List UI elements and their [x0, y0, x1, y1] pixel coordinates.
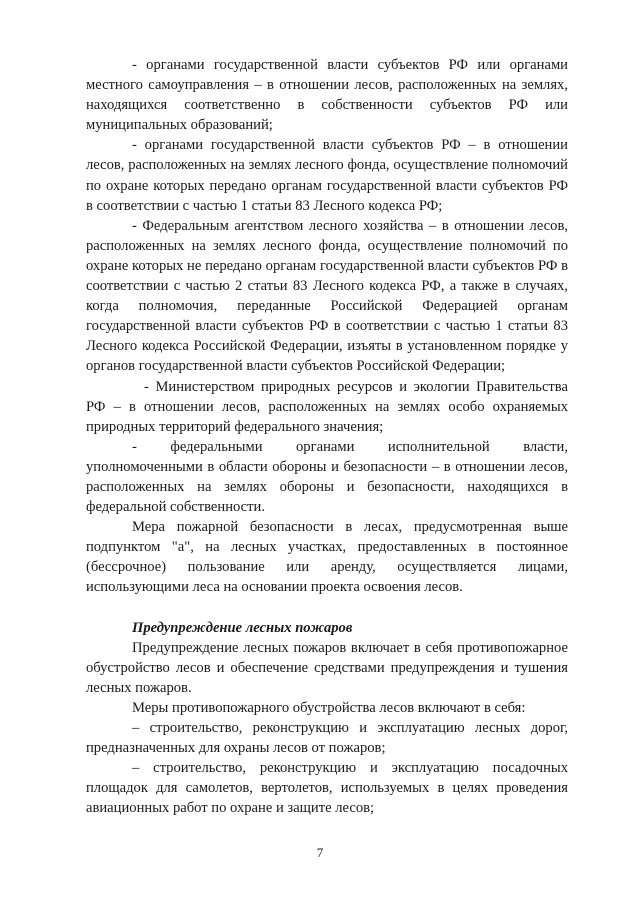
- paragraph-measure-forest-roads: – строительство, реконструкцию и эксплуатацию лесных дорог, предназначенных для охраны лесов от пожаров;: [86, 720, 568, 757]
- paragraph-federal-forestry-agency: - Федеральным агентством лесного хозяйства – в отношении лесов, расположенных на землях лесного фонда, осуществление полномочий по охране которых не передано органам государственной власти субъектов РФ в соответствии с частью 2 статьи 83 Лесного кодекса РФ, а также в случаях, когда полномочия, переданные Российской Федерацией органам государственной власти субъектов РФ в соответствии с частью 1 статьи 83 Лесного кодекса Российской Федерации, изъяты в установленном порядке у органов государственной власти субъектов Российской Федерации;: [86, 217, 568, 375]
- section-heading: Предупреждение лесных пожаров: [132, 619, 353, 636]
- paragraph-regional-authorities-forest-fund: - органами государственной власти субъектов РФ – в отношении лесов, расположенных на землях лесного фонда, осуществление полномочий по охране которых передано органам государственной власти субъектов РФ в соответствии с частью 1 статьи 83 Лесного кодекса РФ;: [86, 137, 568, 214]
- section-spacer: [86, 598, 568, 618]
- page-body: [86, 55, 568, 818]
- page-number: 7: [316, 845, 324, 860]
- paragraph-measure-landing-sites: – строительство, реконструкцию и эксплуатацию посадочных площадок для самолетов, вертолетов, используемых в целях проведения авиационных работ по охране и защите лесов;: [86, 760, 568, 817]
- paragraph-fire-safety-measure: Мера пожарной безопасности в лесах, предусмотренная выше подпунктом "а", на лесных участках, предоставленных в постоянное (бессрочное) пользование или аренду, осуществляется лицами, использующими леса на основании проекта освоения лесов.: [86, 519, 568, 596]
- paragraph-ministry-natural-resources: - Министерством природных ресурсов и экологии Правительства РФ – в отношении лесов, расположенных на землях особо охраняемых природных территорий федерального значения;: [86, 378, 568, 435]
- paragraph-federal-defense-authorities: - федеральными органами исполнительной власти, уполномоченными в области обороны и безопасности – в отношении лесов, расположенных на землях обороны и безопасности, находящихся в федеральной собственности.: [86, 438, 568, 516]
- paragraph-prevention-definition: Предупреждение лесных пожаров включает в себя противопожарное обустройство лесов и обеспечение средствами предупреждения и тушения лесных пожаров.: [86, 639, 568, 696]
- paragraph-measures-intro: Меры противопожарного обустройства лесов включают в себя:: [132, 699, 526, 716]
- paragraph-regional-authorities-municipal: - органами государственной власти субъектов РФ или органами местного самоуправления – в отношении лесов, расположенных на землях, находящихся соответственно в собственности субъектов РФ или муниципальных образований;: [86, 57, 568, 134]
